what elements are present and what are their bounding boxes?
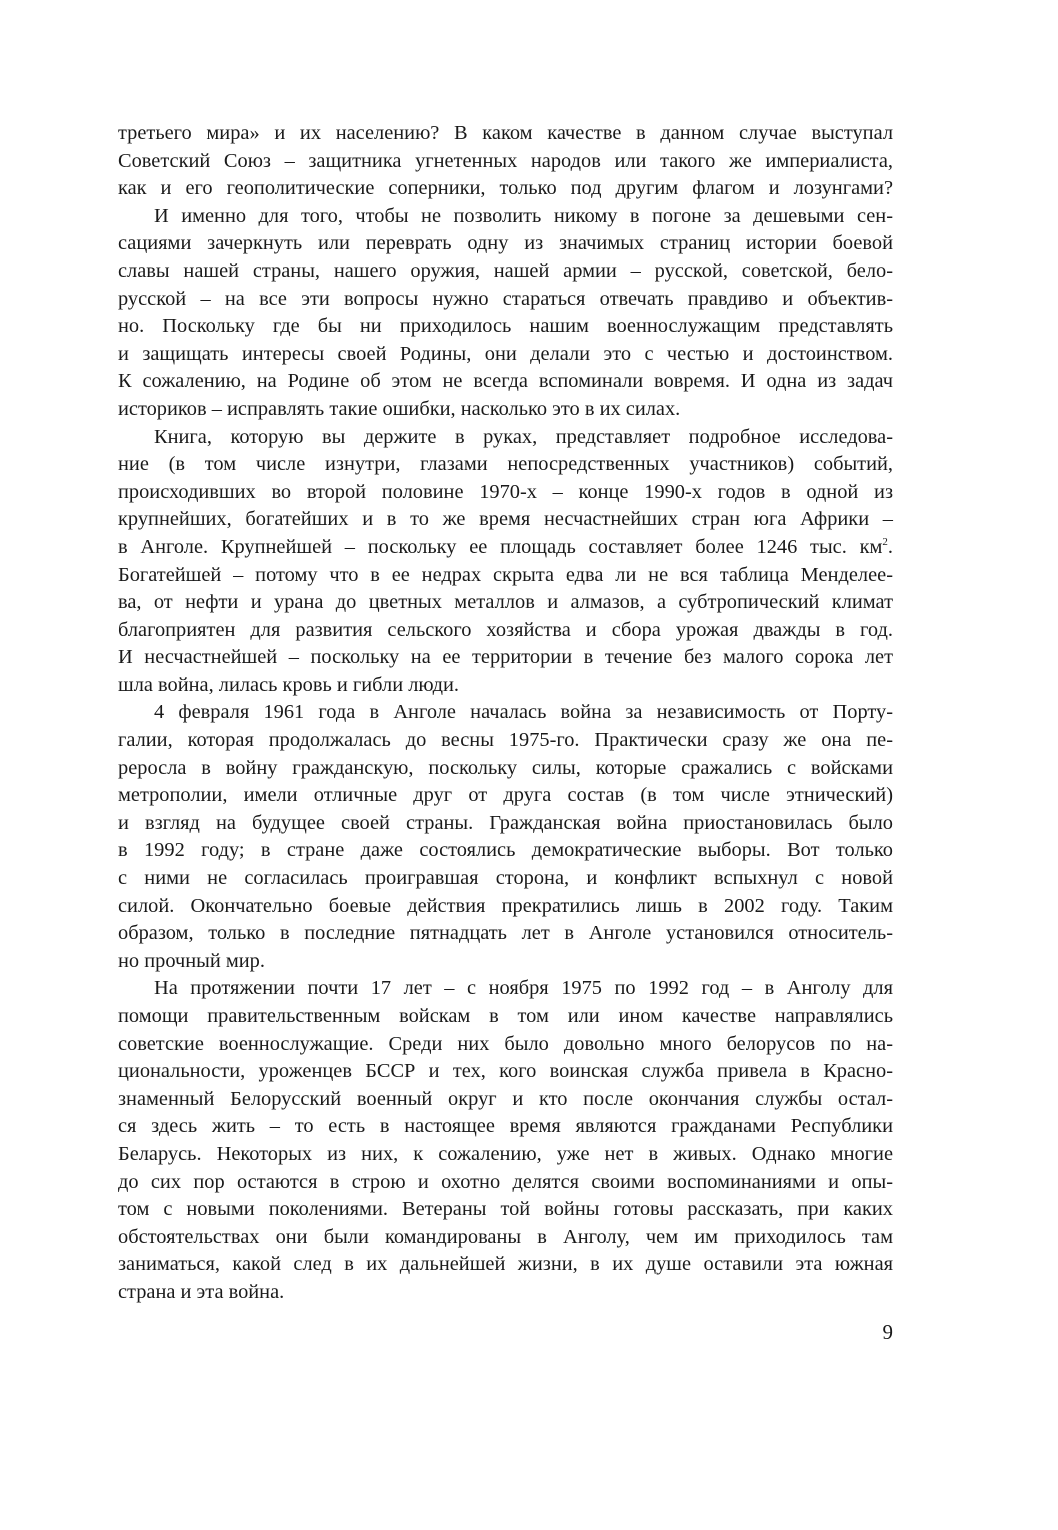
text-line: К сожалению, на Родине об этом не всегда вспоминали вовремя. И одна из задач (118, 370, 893, 393)
superscript-tail: . (887, 535, 893, 558)
text-line: ся здесь жить – то есть в настоящее время являются гражданами Республики (118, 1115, 893, 1138)
text-line: историков – исправлять такие ошибки, насколько это в их силах. (118, 397, 681, 420)
paragraph (118, 424, 893, 700)
text-line: сациями зачеркнуть или переврать одну из значимых страниц истории боевой (118, 232, 893, 255)
text-line: Советский Союз – защитника угнетенных народов или такого же империалиста, (118, 149, 893, 172)
text-line: но прочный мир. (118, 949, 265, 972)
text-line: до сих пор остаются в строю и охотно делятся своими воспоминаниями и опы- (118, 1170, 893, 1193)
text-line: реросла в войну гражданскую, поскольку силы, которые сражались с войсками (118, 756, 893, 779)
paragraph (118, 975, 893, 1306)
text-line: обстоятельствах они были командированы в Анголу, чем им приходилось там (118, 1225, 893, 1248)
text-line: На протяжении почти 17 лет – с ноября 1975 по 1992 год – в Анголу для (154, 977, 893, 1000)
text-line-content: в Анголе. Крупнейшей – поскольку ее площадь составляет более 1246 тыс. км (118, 535, 883, 558)
text-line: страна и эта война. (118, 1280, 285, 1303)
text-line: шла война, лилась кровь и гибли люди. (118, 673, 459, 696)
text-line: русской – на все эти вопросы нужно стараться отвечать правдиво и объектив- (118, 287, 893, 310)
paragraph (118, 120, 893, 203)
text-line: том с новыми поколениями. Ветераны той войны готовы рассказать, при каких (118, 1198, 893, 1221)
text-line: Книга, которую вы держите в руках, представляет подробное исследова- (154, 425, 893, 448)
text-line: советские военнослужащие. Среди них было довольно много белорусов по на- (118, 1032, 893, 1055)
text-line: и взгляд на будущее своей страны. Гражданская война приостановилась было (118, 811, 893, 834)
text-line: Богатейшей – потому что в ее недрах скрыта едва ли не вся таблица Менделее- (118, 563, 893, 586)
text-line: И несчастнейшей – поскольку на ее территории в течение без малого сорока лет (118, 646, 893, 669)
page-number: 9 (882, 1320, 893, 1344)
text-line: крупнейших, богатейших и в то же время несчастнейших стран юга Африки – (118, 508, 893, 531)
text-line: 4 февраля 1961 года в Анголе началась война за независимость от Порту- (154, 701, 893, 724)
text-line: ва, от нефти и урана до цветных металлов и алмазов, а субтропический климат (118, 591, 893, 614)
text-line: как и его геополитические соперники, только под другим флагом и лозунгами? (118, 177, 893, 200)
text-line: происходивших во второй половине 1970-х – конце 1990-х годов в одной из (118, 480, 893, 503)
text-line: благоприятен для развития сельского хозяйства и сбора урожая дважды в год. (118, 618, 893, 641)
paragraph (118, 699, 893, 975)
text-line (118, 534, 893, 562)
text-line: образом, только в последние пятнадцать лет в Анголе установился относитель- (118, 922, 893, 945)
body-text (118, 120, 893, 1307)
text-line: заниматься, какой след в их дальнейшей жизни, в их душе оставили эта южная (118, 1253, 893, 1276)
text-line: И именно для того, чтобы не позволить никому в погоне за дешевыми сен- (154, 204, 893, 227)
text-line: метрополии, имели отличные друг от друга состав (в том числе этнический) (118, 784, 893, 807)
text-line: славы нашей страны, нашего оружия, нашей армии – русской, советской, бело- (118, 259, 893, 282)
paragraph (118, 203, 893, 424)
superscript: 2 (882, 536, 888, 549)
text-line: галии, которая продолжалась до весны 1975-го. Практически сразу же она пе- (118, 729, 893, 752)
text-line: силой. Окончательно боевые действия прекратились лишь в 2002 году. Таким (118, 894, 893, 917)
text-line: Беларусь. Некоторых из них, к сожалению, уже нет в живых. Однако многие (118, 1142, 893, 1165)
text-line: знаменный Белорусский военный округ и кто после окончания службы остал- (118, 1087, 893, 1110)
text-line: помощи правительственным войскам в том или ином качестве направлялись (118, 1005, 893, 1027)
text-line: и защищать интересы своей Родины, они делали это с честью и достоинством. (118, 342, 893, 365)
text-line: третьего мира» и их населению? В каком качестве в данном случае выступал (118, 122, 893, 144)
text-line: но. Поскольку где бы ни приходилось нашим военнослужащим представлять (118, 315, 893, 338)
text-line: с ними не согласилась проигравшая сторона, и конфликт вспыхнул с новой (118, 867, 893, 890)
text-line: ние (в том числе изнутри, глазами непосредственных участников) событий, (118, 453, 893, 476)
text-line: циональности, уроженцев БССР и тех, кого воинская служба привела в Красно- (118, 1060, 893, 1083)
text-line: в 1992 году; в стране даже состоялись демократические выборы. Вот только (118, 839, 893, 862)
